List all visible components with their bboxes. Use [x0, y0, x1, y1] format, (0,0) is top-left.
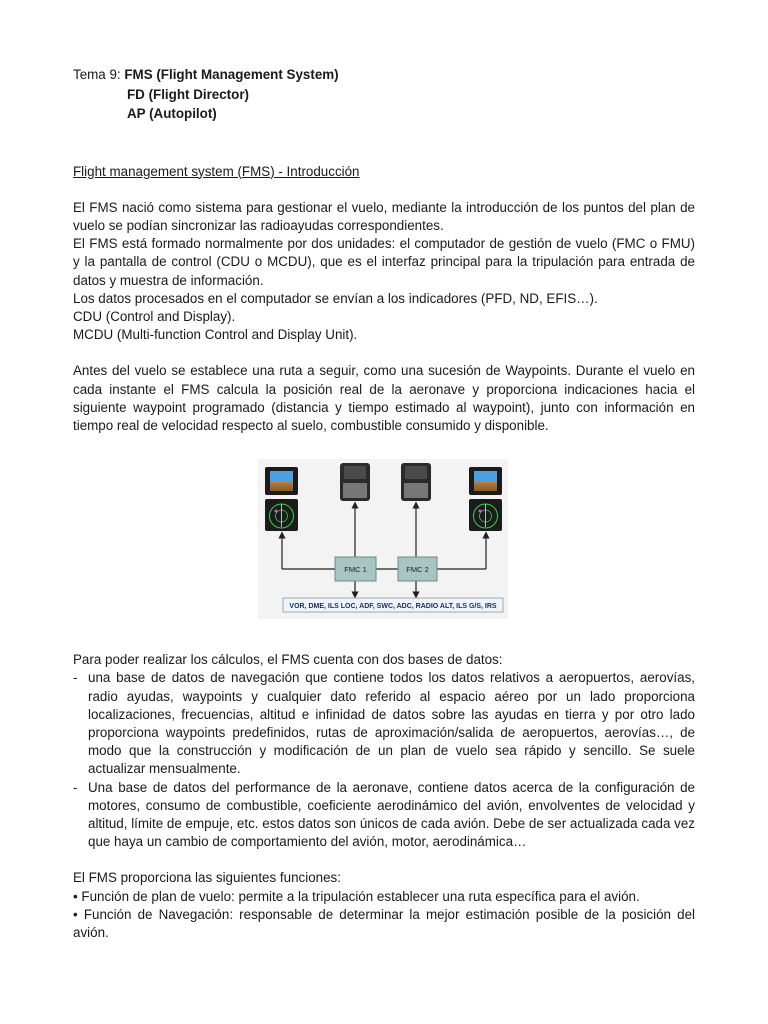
heading-line-1: [73, 66, 695, 86]
database-item-text: Una base de datos del performance de la aeronave, contiene datos acerca de la configuración de motores, consumo de combustible, coeficiente aerodinámico del avión, envolventes de velocidad y altitud, límite de empuje, etc. estos datos son únicos de cada avión. Debe de ser actualizada cada vez que haya un cambio de comportamiento del avión, motor, aerodinámica…: [88, 779, 695, 850]
heading-line-2: [73, 86, 695, 106]
intro-paragraph-1: El FMS nació como sistema para gestionar el vuelo, mediante la introducción de los puntos del plan de vuelo se podían sincronizar las radioayudas correspondientes.: [73, 199, 695, 233]
databases-intro: Para poder realizar los cálculos, el FMS cuenta con dos bases de datos:: [73, 652, 503, 668]
right-cdu: [401, 463, 431, 501]
fmc-2-label: FMC 2: [406, 565, 429, 575]
heading-prefix: Tema 9:: [73, 67, 125, 82]
section-title: Flight management system (FMS) - Introducción: [73, 163, 360, 179]
fmc-1-label: FMC 1: [344, 565, 367, 575]
document-page: [73, 66, 695, 942]
functions-intro: El FMS proporciona las siguientes funciones:: [73, 870, 341, 886]
left-nd-display: [265, 499, 298, 531]
sensors-label: VOR, DME, ILS LOC, ADF, SWC, ADC, RADIO ALT, ILS G/S, IRS: [289, 603, 497, 611]
list-dash: -: [73, 670, 78, 686]
intro-paragraph-2: El FMS está formado normalmente por dos unidades: el computador de gestión de vuelo (FMC o FMU) y la pantalla de control (CDU o MCDU), que es el interfaz principal para la tripulación para entrada de datos y muestra de información.: [73, 236, 695, 288]
left-cdu: [340, 463, 370, 501]
route-paragraph: Antes del vuelo se establece una ruta a seguir, como una sucesión de Waypoints. Durante el vuelo en cada instante el FMS calcula la posición real de la aeronave y proporciona indicaciones hacia el siguiente waypoint programado (distancia y tiempo estimado al waypoint), junto con información en tiempo real de velocidad respecto al suelo, combustible consumido y disponible.: [73, 363, 695, 433]
function-item-flight-plan: • Función de plan de vuelo: permite a la tripulación establecer una ruta específica para el avión.: [73, 888, 640, 904]
intro-paragraph-5: MCDU (Multi-function Control and Display Unit).: [73, 327, 358, 343]
right-pfd-display: [469, 467, 502, 495]
right-nd-display: [469, 499, 502, 531]
function-item-navigation: • Función de Navegación: responsable de determinar la mejor estimación posible de la posición del avión.: [73, 906, 695, 940]
intro-paragraph-3: Los datos procesados en el computador se envían a los indicadores (PFD, ND, EFIS…).: [73, 290, 598, 306]
heading-ap: AP (Autopilot): [127, 106, 217, 121]
left-pfd-display: [265, 467, 298, 495]
heading-fd: FD (Flight Director): [127, 86, 249, 102]
list-dash: -: [73, 779, 78, 795]
database-item-navigation: [73, 669, 695, 778]
heading-fms: FMS (Flight Management System): [124, 67, 339, 82]
database-item-performance: [73, 779, 695, 852]
heading-line-3: [73, 105, 695, 125]
intro-paragraph-4: CDU (Control and Display).: [73, 308, 236, 324]
database-item-text: una base de datos de navegación que contiene todos los datos relativos a aeropuertos, aerovías, radio ayudas, waypoints y cualquier dato referido al espacio aéreo por un lado proporciona localizaciones, frecuencias, altitud e infinidad de datos sobre las ayudas en tierra y por otro lado proporciona waypoints predefinidos, rutas de aproximación/salida de aeropuertos, aerovías…, de modo que la construcción y modificación de un plan de vuelo sea rápido y sencillo. Se suele actualizar mensualmente.: [88, 670, 695, 777]
fms-architecture-diagram: [0, 459, 768, 629]
